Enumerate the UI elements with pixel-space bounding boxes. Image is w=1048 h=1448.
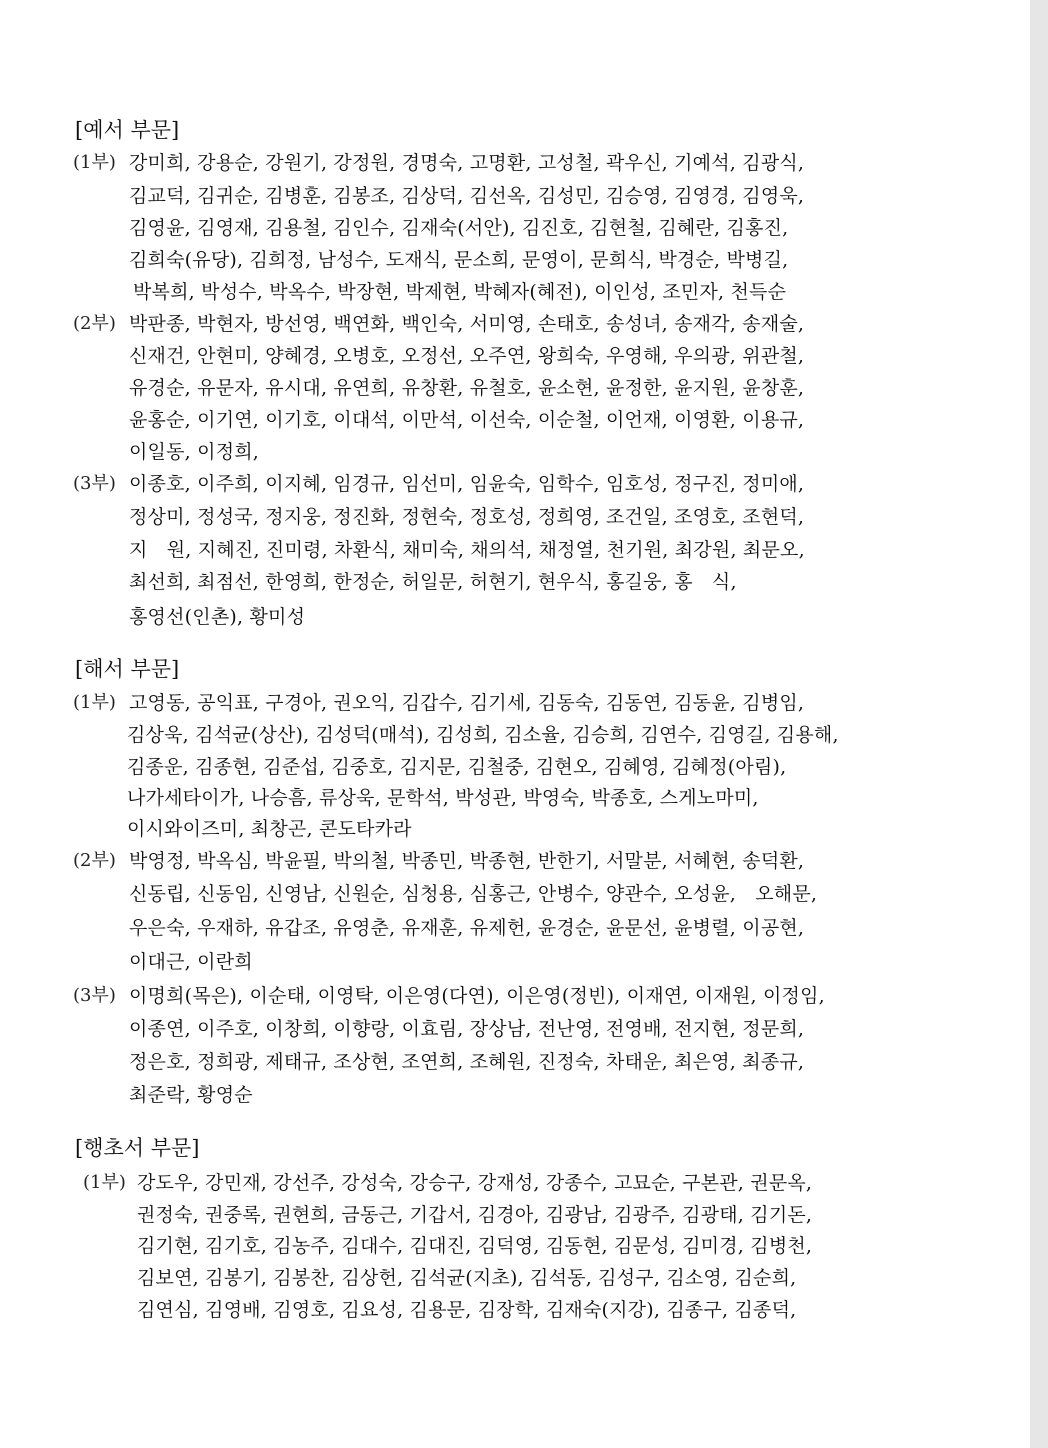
section-heading-haeseo: [해서 부문] bbox=[75, 657, 180, 681]
group-marker-3: (3부) bbox=[73, 473, 116, 494]
name-line: 김연심, 김영배, 김영호, 김요성, 김용문, 김장학, 김재숙(지강), 김종구, 김종덕, bbox=[137, 1299, 797, 1321]
name-line: 홍영선(인촌), 황미성 bbox=[129, 606, 306, 628]
name-line: 강도우, 강민재, 강선주, 강성숙, 강승구, 강재성, 강종수, 고묘순, 구본관, 권문옥, bbox=[137, 1172, 813, 1194]
name-line: 정상미, 정성국, 정지웅, 정진화, 정현숙, 정호성, 정희영, 조건일, 조영호, 조현덕, bbox=[129, 506, 805, 528]
name-line: 유경순, 유문자, 유시대, 유연희, 유창환, 유철호, 윤소현, 윤정한, 윤지원, 윤창훈, bbox=[129, 377, 805, 399]
name-line: 김보연, 김봉기, 김봉찬, 김상헌, 김석균(지초), 김석동, 김성구, 김소영, 김순희, bbox=[137, 1267, 797, 1289]
name-line: 권정숙, 권중록, 권현희, 금동근, 기갑서, 김경아, 김광남, 김광주, 김광태, 김기돈, bbox=[137, 1204, 813, 1226]
name-line: 강미희, 강용순, 강원기, 강정원, 경명숙, 고명환, 고성철, 곽우신, 기예석, 김광식, bbox=[129, 152, 805, 174]
name-line: 우은숙, 우재하, 유갑조, 유영춘, 유재훈, 유제헌, 윤경순, 윤문선, 윤병렬, 이공현, bbox=[129, 917, 805, 939]
group-marker-1: (1부) bbox=[73, 152, 116, 173]
name-line: 김희숙(유당), 김희정, 남성수, 도재식, 문소희, 문영이, 문희식, 박경순, 박병길, bbox=[129, 249, 789, 271]
group-marker-3: (3부) bbox=[73, 985, 116, 1006]
name-line: 이명희(목은), 이순태, 이영탁, 이은영(다연), 이은영(정빈), 이재연, 이재원, 이정임, bbox=[129, 985, 825, 1007]
name-line: 김교덕, 김귀순, 김병훈, 김봉조, 김상덕, 김선옥, 김성민, 김승영, 김영경, 김영욱, bbox=[129, 185, 805, 207]
name-line: 신동립, 신동임, 신영남, 신원순, 심청용, 심홍근, 안병수, 양관수, 오성윤, 오해문, bbox=[129, 883, 818, 905]
name-line: 김기현, 김기호, 김농주, 김대수, 김대진, 김덕영, 김동현, 김문성, 김미경, 김병천, bbox=[137, 1235, 813, 1257]
group-marker-1: (1부) bbox=[83, 1172, 126, 1193]
name-line: 정은호, 정희광, 제태규, 조상현, 조연희, 조혜원, 진정숙, 차태운, 최은영, 최종규, bbox=[129, 1051, 805, 1073]
name-line: 박판종, 박현자, 방선영, 백연화, 백인숙, 서미영, 손태호, 송성녀, 송재각, 송재술, bbox=[129, 313, 805, 335]
name-line: 박복희, 박성수, 박옥수, 박장현, 박제현, 박혜자(혜전), 이인성, 조민자, 천득순 bbox=[133, 281, 787, 303]
name-line: 이일동, 이정희, bbox=[129, 441, 260, 463]
name-line: 나가세타이가, 나승흠, 류상욱, 문학석, 박성관, 박영숙, 박종호, 스게노마미, bbox=[127, 787, 759, 809]
name-line: 이대근, 이란희 bbox=[129, 951, 253, 973]
section-heading-yeseo: [예서 부문] bbox=[75, 118, 180, 142]
name-line: 김종운, 김종현, 김준섭, 김중호, 김지문, 김철중, 김현오, 김혜영, 김혜정(아림), bbox=[127, 756, 787, 778]
vertical-scrollbar[interactable] bbox=[1030, 0, 1048, 1448]
name-line: 지 원, 지혜진, 진미령, 차환식, 채미숙, 채의석, 채정열, 천기원, 최강원, 최문오, bbox=[129, 539, 805, 561]
name-line: 고영동, 공익표, 구경아, 권오익, 김갑수, 김기세, 김동숙, 김동연, 김동윤, 김병임, bbox=[129, 692, 805, 714]
name-line: 최선희, 최점선, 한영희, 한정순, 허일문, 허현기, 현우식, 홍길웅, 홍 식, bbox=[129, 571, 737, 593]
section-heading-haengchoseo: [행초서 부문] bbox=[75, 1136, 200, 1160]
group-marker-2: (2부) bbox=[73, 313, 116, 334]
group-marker-2: (2부) bbox=[73, 850, 116, 871]
name-line: 김상욱, 김석균(상산), 김성덕(매석), 김성희, 김소율, 김승희, 김연수, 김영길, 김용해, bbox=[127, 724, 839, 746]
name-line: 이종연, 이주호, 이창희, 이향랑, 이효림, 장상남, 전난영, 전영배, 전지현, 정문희, bbox=[129, 1018, 805, 1040]
name-line: 이시와이즈미, 최창곤, 콘도타카라 bbox=[127, 818, 412, 840]
name-line: 최준락, 황영순 bbox=[129, 1084, 253, 1106]
name-line: 김영윤, 김영재, 김용철, 김인수, 김재숙(서안), 김진호, 김현철, 김혜란, 김홍진, bbox=[129, 217, 789, 239]
name-line: 이종호, 이주희, 이지혜, 임경규, 임선미, 임윤숙, 임학수, 임호성, 정구진, 정미애, bbox=[129, 473, 805, 495]
name-line: 신재건, 안현미, 양혜경, 오병호, 오정선, 오주연, 왕희숙, 우영해, 우의광, 위관철, bbox=[129, 345, 805, 367]
name-line: 윤홍순, 이기연, 이기호, 이대석, 이만석, 이선숙, 이순철, 이언재, 이영환, 이용규, bbox=[129, 409, 805, 431]
group-marker-1: (1부) bbox=[73, 692, 116, 713]
name-line: 박영정, 박옥심, 박윤필, 박의철, 박종민, 박종현, 반한기, 서말분, 서혜현, 송덕환, bbox=[129, 850, 805, 872]
